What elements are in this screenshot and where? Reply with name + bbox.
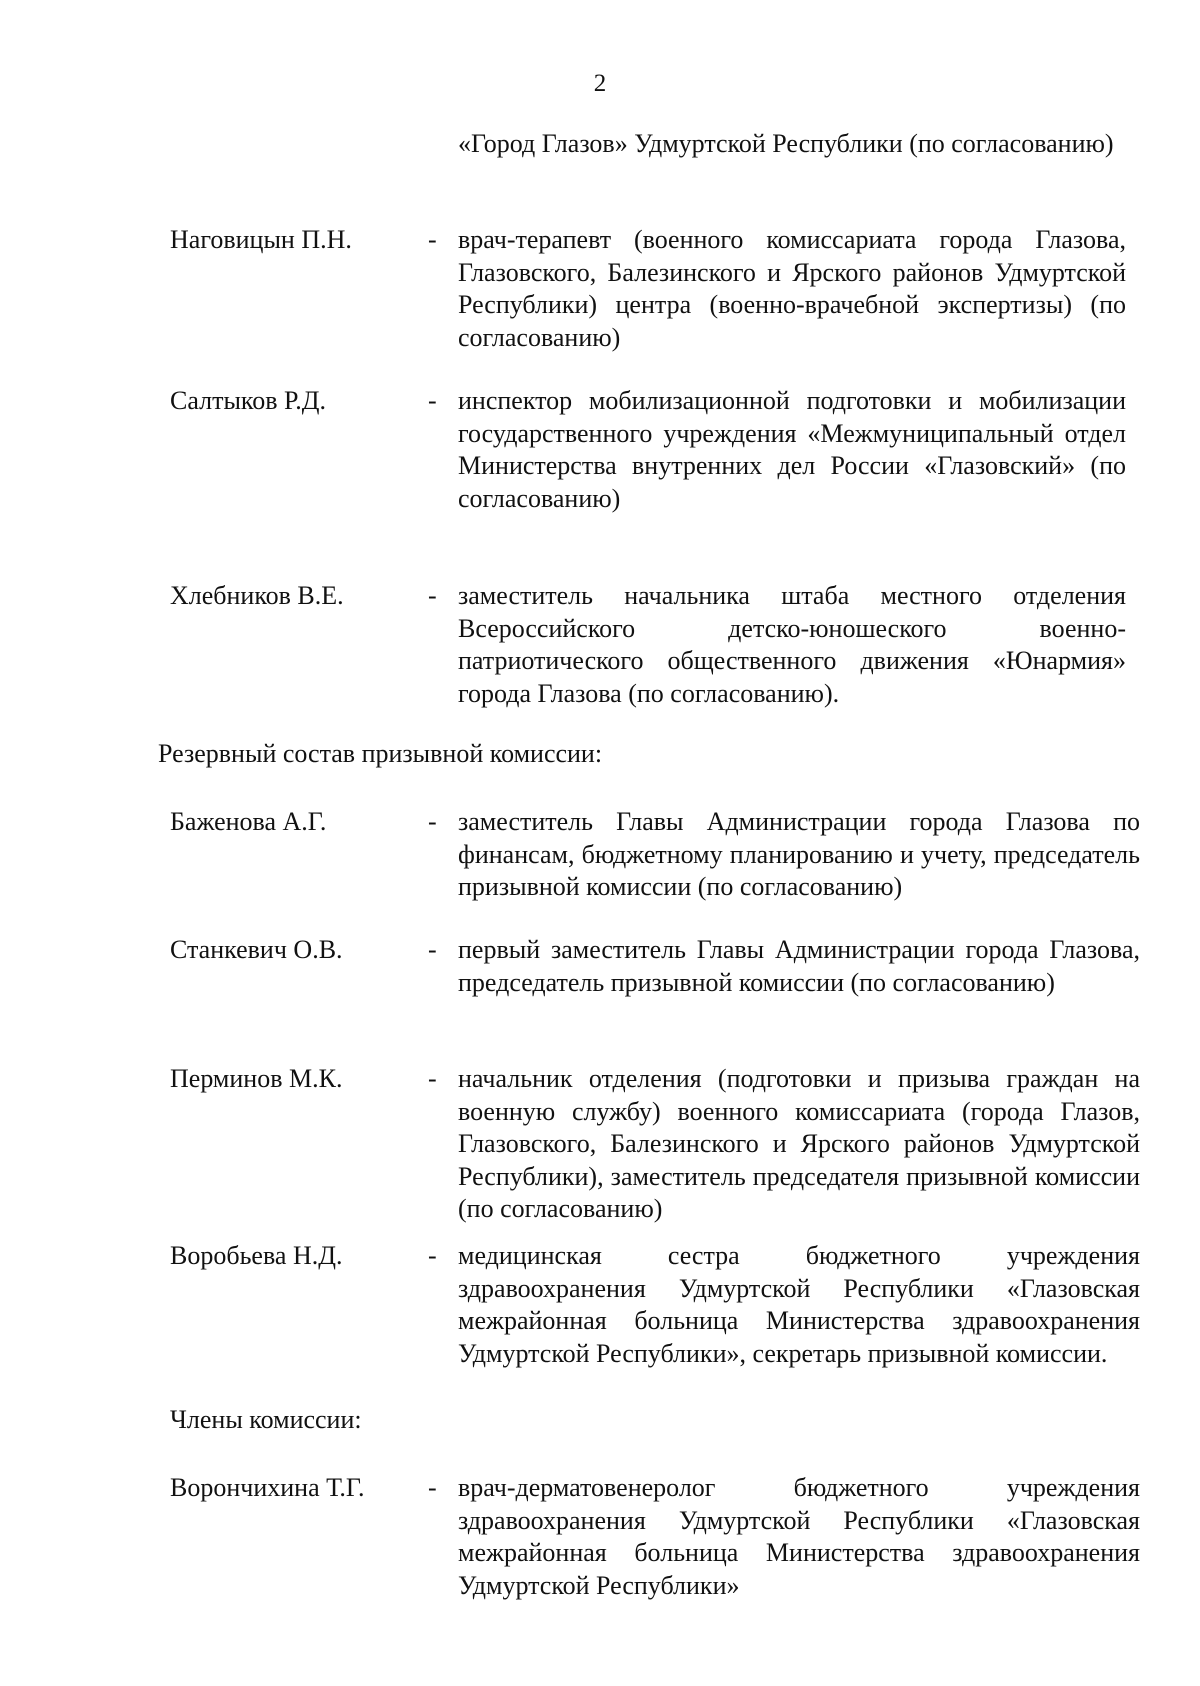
member-name: Наговицын П.Н.	[170, 225, 352, 254]
member-description: врач-дерматовенеролог бюджетного учреждения здравоохранения Удмуртской Республики «Глазовская межрайонная больница Министерства здравоохранения Удмуртской Республики»	[458, 1473, 1140, 1600]
member-name: Ворончихина Т.Г.	[170, 1473, 365, 1502]
member-dash: -	[428, 386, 437, 415]
member-name: Перминов М.К.	[170, 1064, 343, 1093]
member-name: Хлебников В.Е.	[170, 581, 344, 610]
member-dash: -	[428, 225, 437, 254]
member-name: Воробьева Н.Д.	[170, 1241, 343, 1270]
member-description: заместитель начальника штаба местного отделения Всероссийского детско-юношеского военно-патриотического общественного движения «Юнармия» города Глазова (по согласованию).	[458, 581, 1126, 708]
commission-members-heading: Члены комиссии:	[170, 1405, 362, 1434]
member-description: заместитель Главы Администрации города Глазова по финансам, бюджетному планированию и учету, председатель призывной комиссии (по согласованию)	[458, 807, 1140, 901]
member-description: начальник отделения (подготовки и призыва граждан на военную службу) военного комиссариата (города Глазов, Глазовского, Балезинского и Ярского районов Удмуртской Республики), заместитель председателя призывной комиссии (по согласованию)	[458, 1064, 1140, 1223]
member-description: врач-терапевт (военного комиссариата города Глазова, Глазовского, Балезинского и Ярского районов Удмуртской Республики) центра (военно-врачебной экспертизы) (по согласованию)	[458, 225, 1126, 352]
member-dash: -	[428, 1241, 437, 1270]
page-number: 2	[593, 70, 607, 97]
member-dash: -	[428, 807, 437, 836]
member-dash: -	[428, 1064, 437, 1093]
member-description: медицинская сестра бюджетного учреждения здравоохранения Удмуртской Республики «Глазовская межрайонная больница Министерства здравоохранения Удмуртской Республики», секретарь призывной комиссии.	[458, 1241, 1140, 1368]
reserve-heading: Резервный состав призывной комиссии:	[158, 739, 603, 768]
member-dash: -	[428, 1473, 437, 1502]
member-description: первый заместитель Главы Администрации города Глазова, председатель призывной комиссии (по согласованию)	[458, 935, 1140, 997]
member-name: Станкевич О.В.	[170, 935, 343, 964]
member-description: инспектор мобилизационной подготовки и мобилизации государственного учреждения «Межмуниципальный отдел Министерства внутренних дел России «Глазовский» (по согласованию)	[458, 386, 1126, 513]
member-dash: -	[428, 935, 437, 964]
member-name: Баженова А.Г.	[170, 807, 327, 836]
continuation-text: «Город Глазов» Удмуртской Республики (по согласованию)	[458, 129, 1114, 158]
member-dash: -	[428, 581, 437, 610]
member-name: Салтыков Р.Д.	[170, 386, 326, 415]
